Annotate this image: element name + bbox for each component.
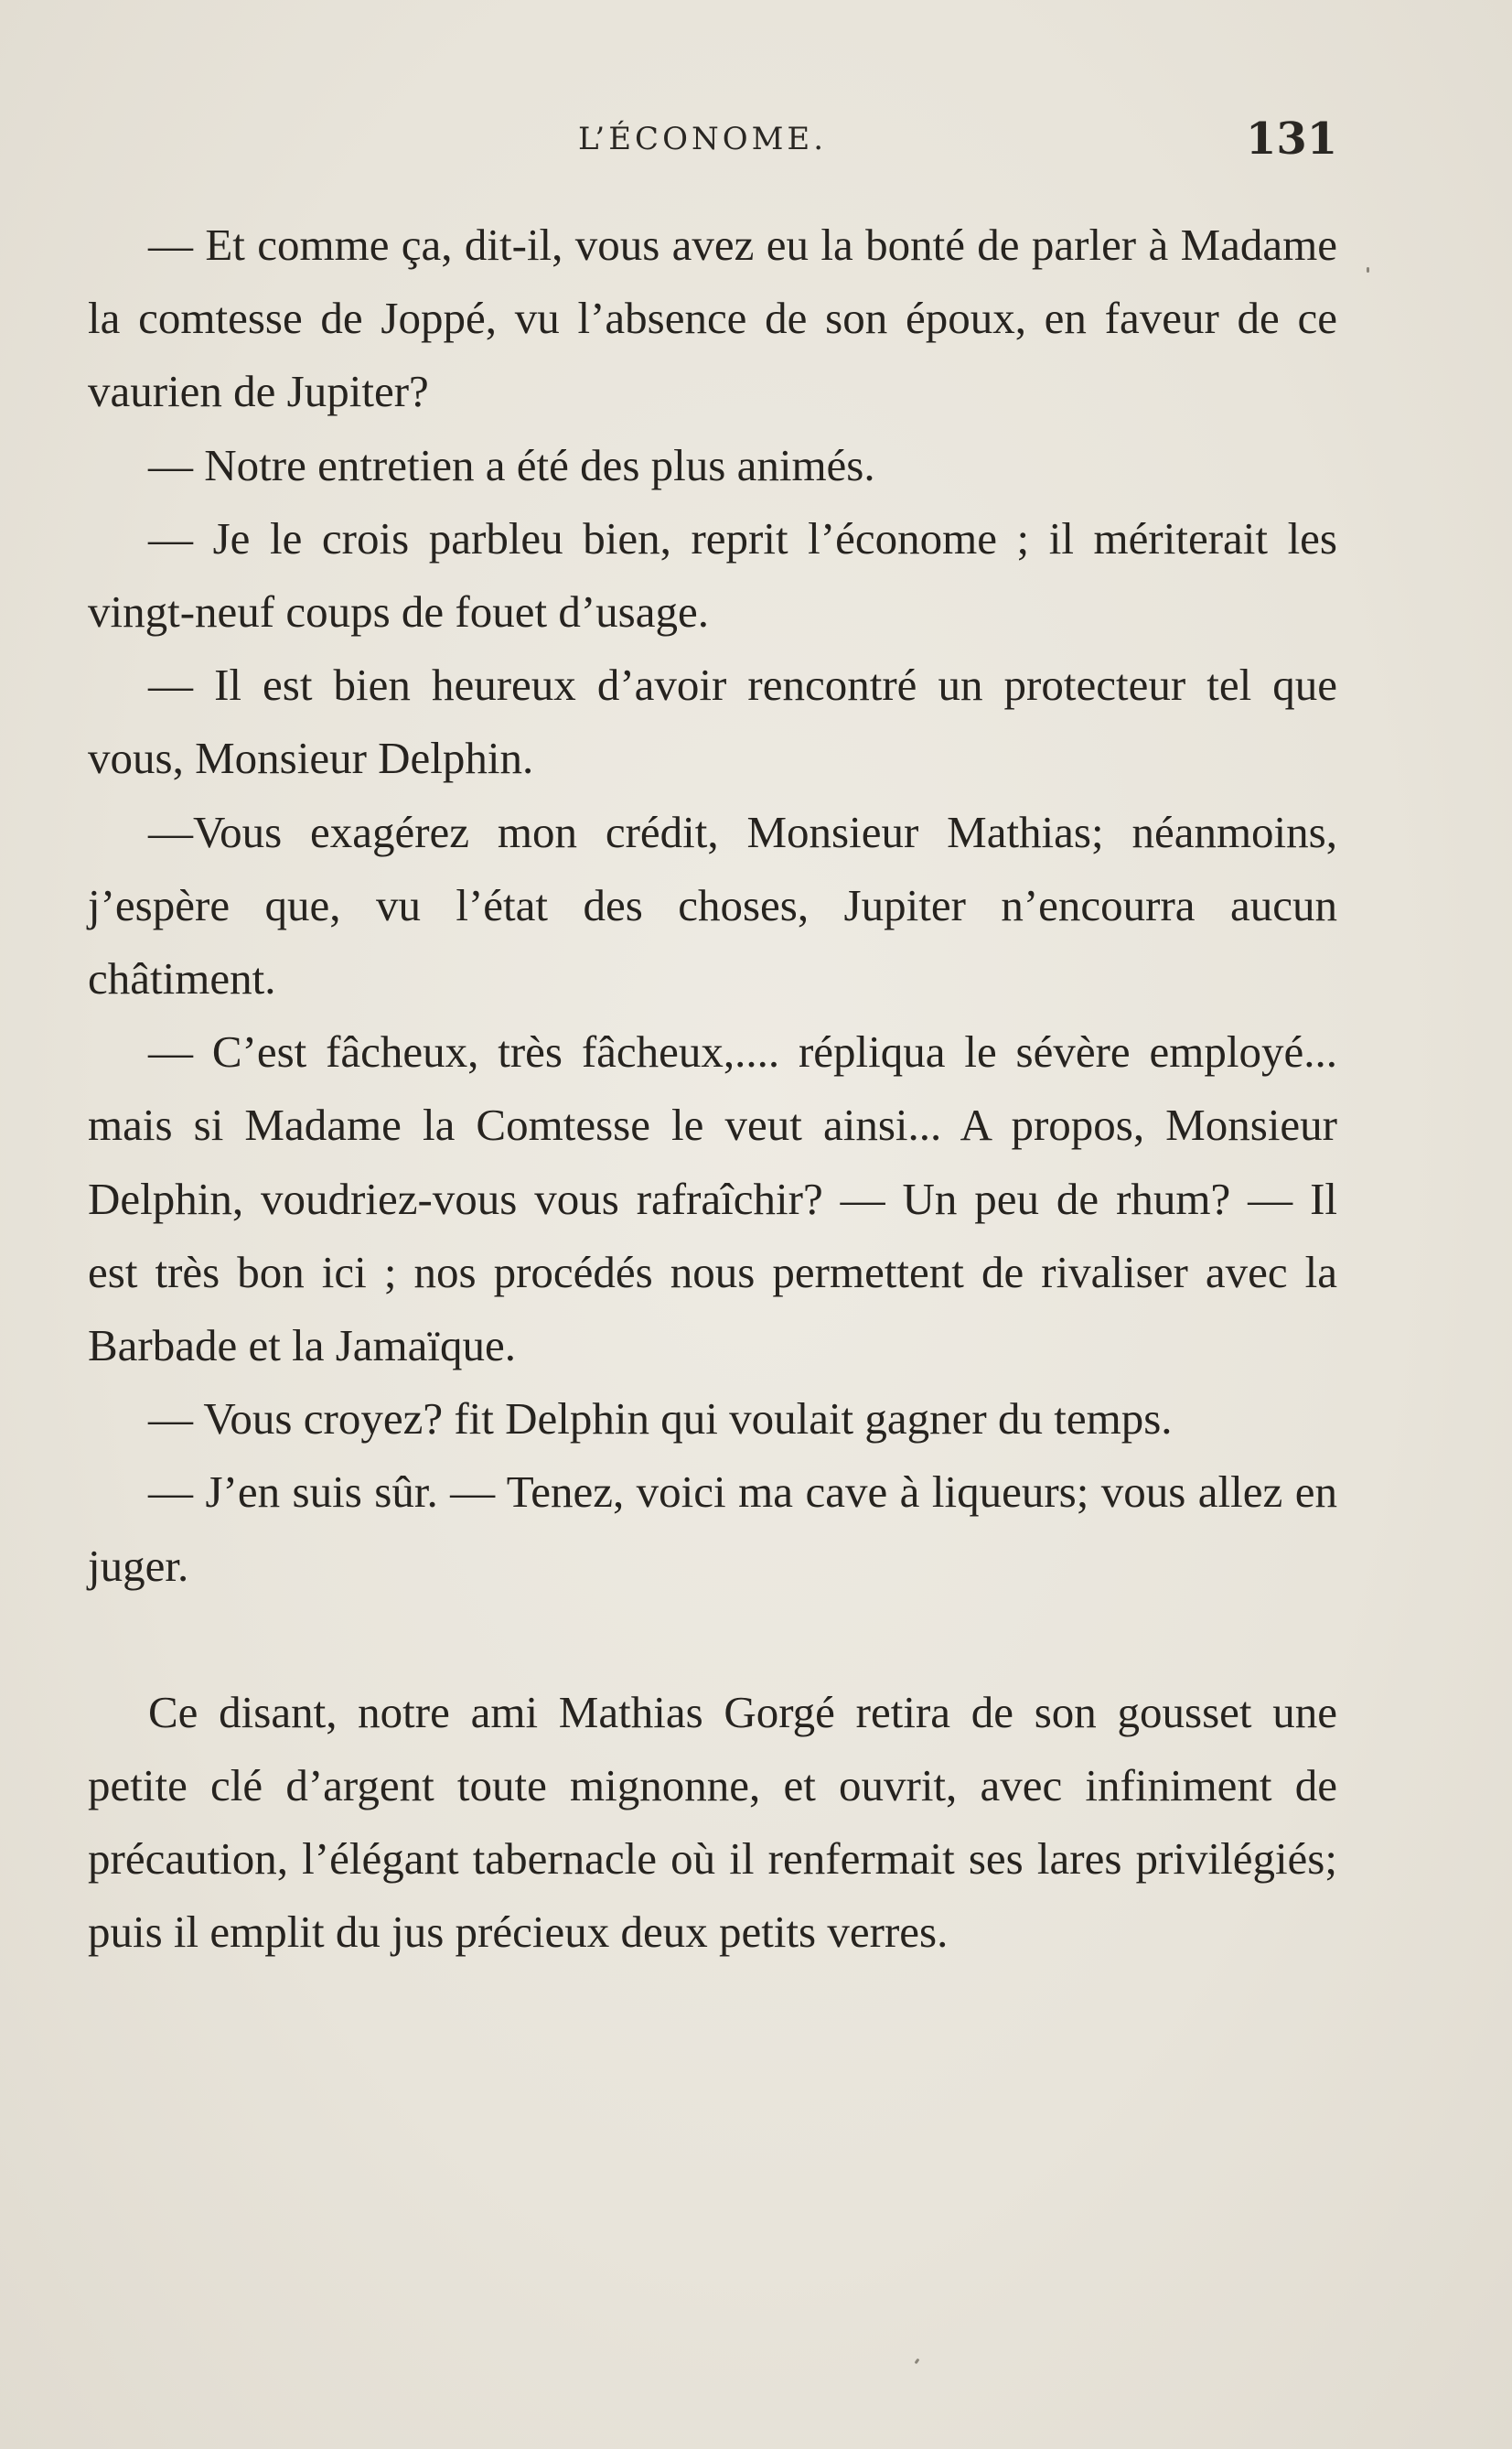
- paragraph: — Il est bien heureux d’avoir rencontré un protecteur tel que vous, Monsieur Delphin.: [88, 660, 1337, 784]
- paper-speck: [1367, 267, 1369, 273]
- paragraph: — Vous croyez? fit Delphin qui voulait gagner du temps.: [148, 1393, 1173, 1445]
- paragraph: —Vous exagérez mon crédit, Monsieur Mathias; néanmoins, j’espère que, vu l’état des choses, Jupiter n’encourra aucun châtiment.: [88, 806, 1337, 1004]
- running-head: [0, 108, 1512, 172]
- paragraph: — J’en suis sûr. — Tenez, voici ma cave à liqueurs; vous allez en juger.: [88, 1466, 1337, 1591]
- body-text: [88, 209, 1337, 1970]
- running-title: L’ÉCONOME.: [578, 121, 828, 157]
- paragraph: — Notre entretien a été des plus animés.: [148, 439, 875, 490]
- page-number: 131: [1246, 113, 1338, 165]
- paragraph: Ce disant, notre ami Mathias Gorgé retira de son gousset une petite clé d’argent toute mignonne, et ouvrit, avec infiniment de précaution, l’élégant tabernacle où il renfermait ses lares privilégiés; puis il emplit du jus précieux deux petits verres.: [88, 1686, 1337, 1958]
- paragraph: — Et comme ça, dit-il, vous avez eu la bonté de parler à Madame la comtesse de Joppé, vu l’absence de son époux, en faveur de ce vaurien de Jupiter?: [88, 220, 1337, 417]
- paragraph: — C’est fâcheux, très fâcheux,.... répliqua le sévère employé... mais si Madame la Comtesse le veut ainsi... A propos, Monsieur Delphin, voudriez-vous vous rafraîchir? — Un peu de rhum? — Il est très bon ici ; nos procédés nous permettent de rivaliser avec la Barbade et la Jamaïque.: [88, 1026, 1337, 1371]
- paragraph: — Je le crois parbleu bien, reprit l’économe ; il mériterait les vingt-neuf coups de fouet d’usage.: [88, 512, 1337, 638]
- paper-speck: [915, 2358, 920, 2365]
